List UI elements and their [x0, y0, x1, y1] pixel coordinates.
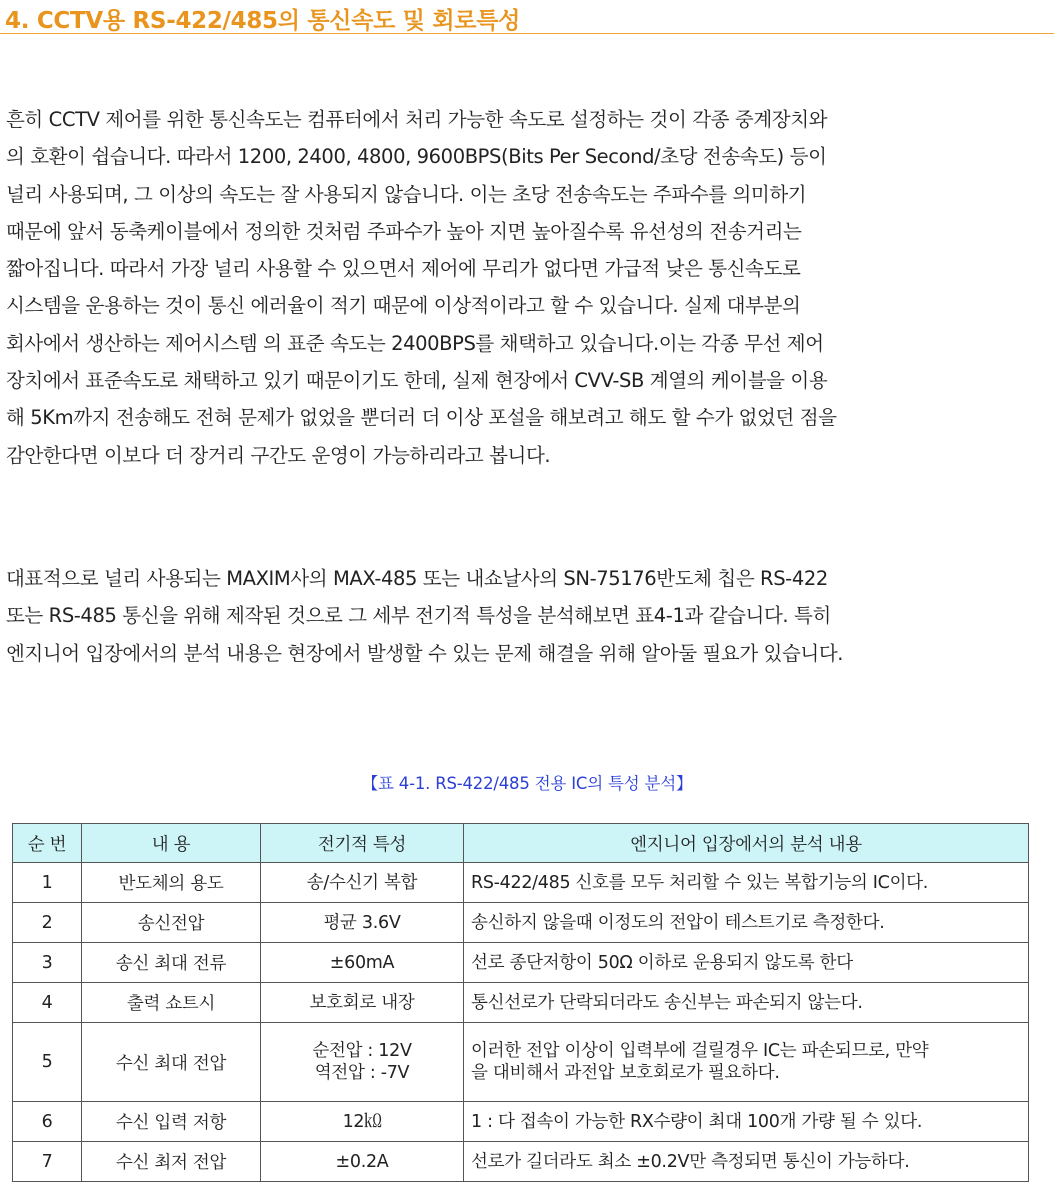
- paragraph-communication-speed: [6, 101, 1050, 474]
- row-spec: [261, 983, 464, 1023]
- spec-line: 보호회로 내장: [309, 992, 415, 1013]
- table-row: [13, 983, 1029, 1023]
- paragraph-line: 시스템을 운용하는 것이 통신 에러율이 적기 때문에 이상적이라고 할 수 있습니다. 실제 대부분의: [6, 294, 801, 318]
- row-item: 반도체의 용도: [82, 863, 261, 903]
- row-spec: [261, 1142, 464, 1182]
- row-spec: [261, 1102, 464, 1142]
- paragraph-line: 회사에서 생산하는 제어시스템 의 표준 속도는 2400BPS를 채택하고 있습니다.이는 각종 무선 제어: [6, 331, 824, 355]
- row-item: 출력 쇼트시: [82, 983, 261, 1023]
- row-analysis: [464, 1142, 1029, 1182]
- spec-line: 순전압 : 12V: [312, 1041, 412, 1061]
- paragraph-line: 의 호환이 쉽습니다. 따라서 1200, 2400, 4800, 9600BPS(Bits Per Second/초당 전송속도) 등이: [6, 145, 827, 169]
- spec-line: ±60mA: [329, 952, 395, 973]
- table-row: [13, 863, 1029, 903]
- row-analysis: [464, 903, 1029, 943]
- analysis-line: 1 : 다 접속이 가능한 RX수량이 최대 100개 가량 될 수 있다.: [471, 1111, 923, 1132]
- ic-characteristics-table: [12, 823, 1029, 1182]
- header-engineer-analysis: 엔지니어 입장에서의 분석 내용: [464, 824, 1029, 863]
- paragraph-line: 감안한다면 이보다 더 장거리 구간도 운영이 가능하리라고 봅니다.: [6, 443, 551, 467]
- header-item: 내 용: [82, 824, 261, 863]
- analysis-line: 선로 종단저항이 50Ω 이하로 운용되지 않도록 한다: [471, 952, 853, 973]
- analysis-line: 이러한 전압 이상이 입력부에 걸릴경우 IC는 파손되므로, 만약: [471, 1041, 929, 1061]
- spec-line: ±0.2A: [335, 1151, 389, 1172]
- table-row: [13, 943, 1029, 983]
- header-electrical-spec: 전기적 특성: [261, 824, 464, 863]
- table-caption: 【표 4-1. RS-422/485 전용 IC의 특성 분석】: [361, 774, 693, 793]
- spec-line: 12㏀: [342, 1111, 382, 1132]
- row-item: 송신전압: [82, 903, 261, 943]
- row-spec: [261, 943, 464, 983]
- row-number: 4: [13, 983, 82, 1023]
- row-number: 3: [13, 943, 82, 983]
- row-analysis: [464, 943, 1029, 983]
- row-number: 1: [13, 863, 82, 903]
- row-item: 수신 최저 전압: [82, 1142, 261, 1182]
- paragraph-line: 장치에서 표준속도로 채택하고 있기 때문이기도 한데, 실제 현장에서 CVV-SB 계열의 케이블을 이용: [6, 369, 828, 393]
- table-row: [13, 1023, 1029, 1102]
- row-spec: [261, 863, 464, 903]
- table-header-row: [13, 824, 1029, 863]
- section-heading-bar: [0, 0, 1054, 34]
- row-item: 송신 최대 전류: [82, 943, 261, 983]
- table-row: [13, 903, 1029, 943]
- row-analysis: [464, 1102, 1029, 1142]
- analysis-line: 선로가 길더라도 최소 ±0.2V만 측정되면 통신이 가능하다.: [471, 1151, 910, 1172]
- section-heading: 4. CCTV용 RS-422/485의 통신속도 및 회로특성: [5, 8, 521, 34]
- table-row: [13, 1102, 1029, 1142]
- row-analysis: [464, 863, 1029, 903]
- header-number: 순 번: [13, 824, 82, 863]
- analysis-line: RS-422/485 신호를 모두 처리할 수 있는 복합기능의 IC이다.: [471, 872, 929, 893]
- analysis-line: 을 대비해서 과전압 보호회로가 필요하다.: [471, 1063, 780, 1083]
- analysis-line: 통신선로가 단락되더라도 송신부는 파손되지 않는다.: [471, 992, 863, 1013]
- row-number: 7: [13, 1142, 82, 1182]
- row-number: 5: [13, 1023, 82, 1102]
- paragraph-ic-characteristics: [6, 560, 1050, 672]
- spec-line: 역전압 : -7V: [314, 1063, 410, 1083]
- table-row: [13, 1142, 1029, 1182]
- row-spec: [261, 903, 464, 943]
- row-spec: [261, 1023, 464, 1102]
- paragraph-line: 때문에 앞서 동축케이블에서 정의한 것처럼 주파수가 높아 지면 높아질수록 유선성의 전송거리는: [6, 219, 802, 243]
- paragraph-line: 엔지니어 입장에서의 분석 내용은 현장에서 발생할 수 있는 문제 해결을 위해 알아둘 필요가 있습니다.: [6, 641, 844, 665]
- paragraph-line: 대표적으로 널리 사용되는 MAXIM사의 MAX-485 또는 내쇼날사의 SN-75176반도체 칩은 RS-422: [6, 567, 828, 590]
- spec-line: 평균 3.6V: [323, 912, 401, 933]
- paragraph-line: 해 5Km까지 전송해도 전혀 문제가 없었을 뿐더러 더 이상 포설을 해보려고 해도 할 수가 없었던 점을: [6, 406, 837, 430]
- paragraph-line: 또는 RS-485 통신을 위해 제작된 것으로 그 세부 전기적 특성을 분석해보면 표4-1과 같습니다. 특히: [6, 604, 831, 628]
- paragraph-line: 짧아집니다. 따라서 가장 널리 사용할 수 있으면서 제어에 무리가 없다면 가급적 낮은 통신속도로: [6, 257, 801, 281]
- row-item: 수신 최대 전압: [82, 1023, 261, 1102]
- row-item: 수신 입력 저항: [82, 1102, 261, 1142]
- spec-line: 송/수신기 복합: [306, 872, 418, 893]
- analysis-line: 송신하지 않을때 이정도의 전압이 테스트기로 측정한다.: [471, 912, 885, 933]
- paragraph-line: 흔히 CCTV 제어를 위한 통신속도는 컴퓨터에서 처리 가능한 속도로 설정하는 것이 각종 중계장치와: [6, 108, 828, 131]
- row-number: 6: [13, 1102, 82, 1142]
- row-analysis: [464, 1023, 1029, 1102]
- row-analysis: [464, 983, 1029, 1023]
- row-number: 2: [13, 903, 82, 943]
- paragraph-line: 널리 사용되며, 그 이상의 속도는 잘 사용되지 않습니다. 이는 초당 전송속도는 주파수를 의미하기: [6, 182, 807, 206]
